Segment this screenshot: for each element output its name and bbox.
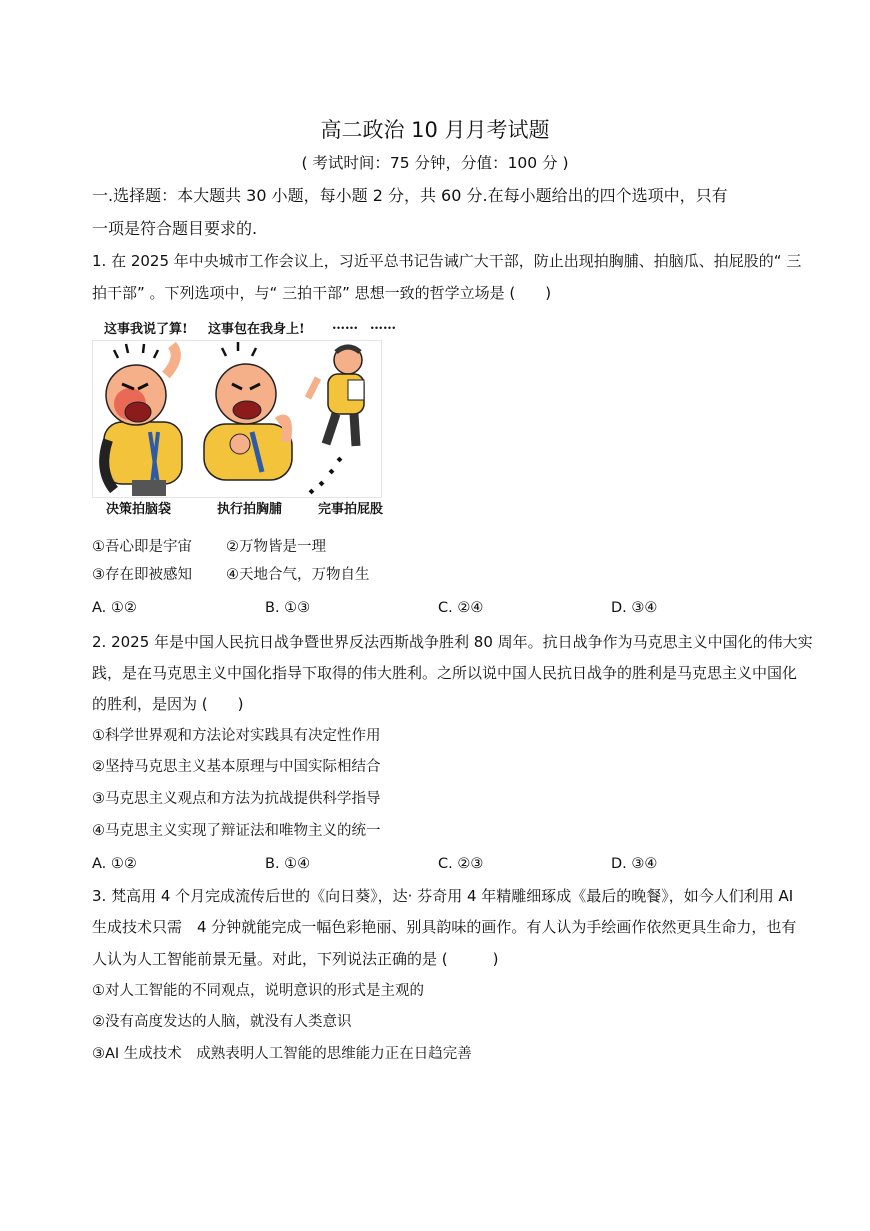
caption-execution: 执行拍胸脯	[217, 502, 283, 517]
q1-stem-line2: 拍干部” 。下列选项中，与“ 三拍干部” 思想一致的哲学立场是 ( )	[92, 284, 552, 302]
q1-stem-line1: 1. 在 2025 年中央城市工作会议上，习近平总书记告诫广大干部，防止出现拍胸脯、拍脑瓜、拍屁股的“ 三	[92, 252, 802, 270]
speech-bubble-3: ……	[332, 318, 358, 333]
q3-statement-2: ②没有高度发达的人脑，就没有人类意识	[92, 1014, 352, 1030]
q1-statement-4: ④天地合气，万物自生	[226, 567, 370, 583]
q2-statement-4: ④马克思主义实现了辩证法和唯物主义的统一	[92, 823, 381, 839]
q1-option-b: B. ①③	[265, 600, 311, 616]
q3-stem-line2: 生成技术只需 4 分钟就能完成一幅色彩艳丽、别具韵味的画作。有人认为手绘画作依然更具生命力，也有	[92, 918, 797, 936]
caption-aftermath: 完事拍屁股	[318, 502, 384, 517]
section-heading-line2: 一项是符合题目要求的.	[92, 219, 258, 238]
exam-title: 高二政治 10 月月考试题	[320, 118, 550, 142]
q1-cartoon	[92, 318, 402, 518]
q2-option-c: C. ②③	[438, 856, 484, 872]
q1-option-d: D. ③④	[611, 600, 658, 616]
q3-statement-3: ③AI 生成技术 成熟表明人工智能的思维能力正在日趋完善	[92, 1046, 472, 1062]
speech-bubble-4: ……	[370, 318, 396, 333]
q1-statement-2: ②万物皆是一理	[226, 539, 326, 555]
q2-statement-2: ②坚持马克思主义基本原理与中国实际相结合	[92, 759, 381, 775]
q2-stem-line2: 践，是在马克思主义中国化指导下取得的伟大胜利。之所以说中国人民抗日战争的胜利是马克思主义中国化	[92, 664, 798, 682]
section-heading-line1: 一.选择题：本大题共 30 小题，每小题 2 分，共 60 分.在每小题给出的四个选项中，只有	[92, 186, 728, 205]
q2-statement-1: ①科学世界观和方法论对实践具有决定性作用	[92, 728, 381, 744]
q3-stem-line1: 3. 梵高用 4 个月完成流传后世的《向日葵》，达· 芬奇用 4 年精雕细琢成《最后的晚餐》，如今人们利用 AI	[92, 887, 794, 905]
speech-bubble-1: 这事我说了算!	[104, 322, 188, 337]
q1-option-c: C. ②④	[438, 600, 484, 616]
q2-statement-3: ③马克思主义观点和方法为抗战提供科学指导	[92, 791, 381, 807]
q2-stem-line1: 2. 2025 年是中国人民抗日战争暨世界反法西斯战争胜利 80 周年。抗日战争作为马克思主义中国化的伟大实	[92, 633, 813, 651]
q1-statement-3: ③存在即被感知	[92, 567, 192, 583]
q2-stem-line3: 的胜利，是因为 ( )	[92, 695, 244, 713]
speech-bubble-2: 这事包在我身上!	[208, 322, 305, 337]
q2-option-b: B. ①④	[265, 856, 311, 872]
exam-subtitle: ( 考试时间：75 分钟，分值：100 分 )	[301, 154, 569, 172]
q3-stem-line3: 人认为人工智能前景无量。对此，下列说法正确的是 ( )	[92, 950, 499, 968]
q3-statement-1: ①对人工智能的不同观点，说明意识的形式是主观的	[92, 983, 424, 999]
q1-statement-1: ①吾心即是宇宙	[92, 539, 192, 555]
q1-option-a: A. ①②	[92, 600, 137, 616]
cartoon-illustration	[92, 340, 384, 500]
q2-option-a: A. ①②	[92, 856, 137, 872]
q2-option-d: D. ③④	[611, 856, 658, 872]
caption-decision: 决策拍脑袋	[106, 502, 172, 517]
